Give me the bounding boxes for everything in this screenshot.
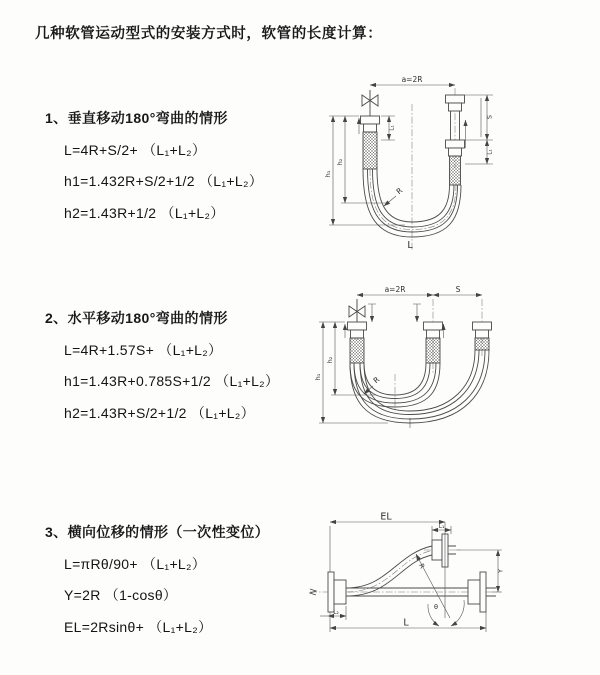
- span-label: a=2R: [384, 285, 406, 294]
- dimension-l1-left: [381, 116, 396, 140]
- centerlines: [357, 299, 482, 428]
- right-hose-braid: [450, 156, 461, 185]
- section-3-formula-Y: Y=2R （1-cosθ）: [64, 587, 178, 603]
- dimension-l1-right: [465, 140, 494, 164]
- left-flange: [328, 572, 346, 612]
- dimension-h2: [336, 116, 389, 203]
- angle-theta: [428, 600, 464, 626]
- left-flange: [361, 116, 380, 132]
- middle-flange: [424, 322, 443, 338]
- right-hose-braid: [475, 338, 489, 350]
- diagram-lateral-displacement: [300, 508, 600, 643]
- l2-label: L₂: [333, 610, 339, 616]
- section-3-text: [45, 522, 320, 637]
- section-2-formula-h2: h2=1.43R+S/2+1/2 （L₁+L₂）: [64, 404, 255, 421]
- h2-label: h₂: [336, 158, 344, 166]
- section-2-heading: 2、水平移动180°弯曲的情形: [45, 310, 228, 326]
- connector-dims: [368, 304, 421, 322]
- h1-label: h₁: [324, 170, 332, 178]
- section-2-formula-L: L=4R+1.57S+ （L₁+L₂）: [64, 341, 223, 358]
- centerlines: [370, 88, 456, 250]
- section-3-formula-L: L=πRθ/90+ （L₁+L₂）: [64, 555, 207, 572]
- dimension-travel: [433, 285, 482, 295]
- right-flange-upper: [446, 95, 465, 111]
- section-1-text: [45, 108, 320, 223]
- hose-displaced-position: [346, 546, 432, 596]
- radius-label: R: [417, 562, 427, 570]
- section-1-formula-L: L=4R+S/2+ （L₁+L₂）: [64, 141, 207, 158]
- radius-label: R: [371, 374, 382, 386]
- el-label: EL: [380, 511, 392, 523]
- section-2-formula-h1: h1=1.43R+0.785S+1/2 （L₁+L₂）: [64, 373, 280, 389]
- theta-label: θ: [434, 603, 438, 611]
- radius-label: R: [394, 185, 405, 197]
- length-label: L: [407, 240, 413, 251]
- left-hose-braid: [363, 132, 377, 169]
- section-3-heading: 3、横向位移的情形（一次性变位）: [45, 524, 270, 540]
- section-3-formula-EL: EL=2Rsinθ+ （L₁+L₂）: [64, 618, 213, 635]
- h2-label: h₂: [326, 356, 334, 364]
- upper-flange: [432, 534, 456, 567]
- right-flange: [473, 322, 492, 338]
- span-label: a=2R: [401, 75, 423, 84]
- l1-left-label: L₁: [389, 125, 396, 131]
- dimension-span: [370, 75, 455, 85]
- valve-icon: [362, 90, 378, 116]
- l1-label: L₁: [438, 524, 445, 530]
- y-label: Y: [496, 569, 505, 573]
- diagram-horizontal-180-bend: [310, 282, 520, 447]
- section-2-text: [45, 308, 320, 423]
- section-1-formula-h2: h2=1.43R+1/2 （L₁+L₂）: [64, 204, 225, 221]
- dimension-el: [330, 512, 445, 573]
- right-flange-lower: [446, 140, 465, 156]
- valve-icon: [349, 299, 365, 322]
- h1-label: h₁: [314, 373, 322, 381]
- dimension-s: [465, 95, 494, 140]
- diagram-vertical-180-bend: [315, 70, 525, 256]
- dimension-length: [330, 612, 486, 632]
- s-label: S: [485, 114, 494, 120]
- length-label: L: [403, 617, 409, 629]
- left-flange: [348, 322, 367, 338]
- middle-hose-braid: [426, 338, 440, 363]
- document-title: 几种软管运动型式的安装方式时，软管的长度计算：: [35, 26, 383, 42]
- l1-right-label: L₁: [487, 149, 494, 155]
- section-1-heading: 1、垂直移动180°弯曲的情形: [45, 110, 228, 126]
- travel-label: S: [455, 285, 461, 294]
- dimension-span: [357, 285, 433, 295]
- left-hose-braid: [350, 338, 364, 363]
- section-1-formula-h1: h1=1.432R+S/2+1/2 （L₁+L₂）: [64, 173, 264, 189]
